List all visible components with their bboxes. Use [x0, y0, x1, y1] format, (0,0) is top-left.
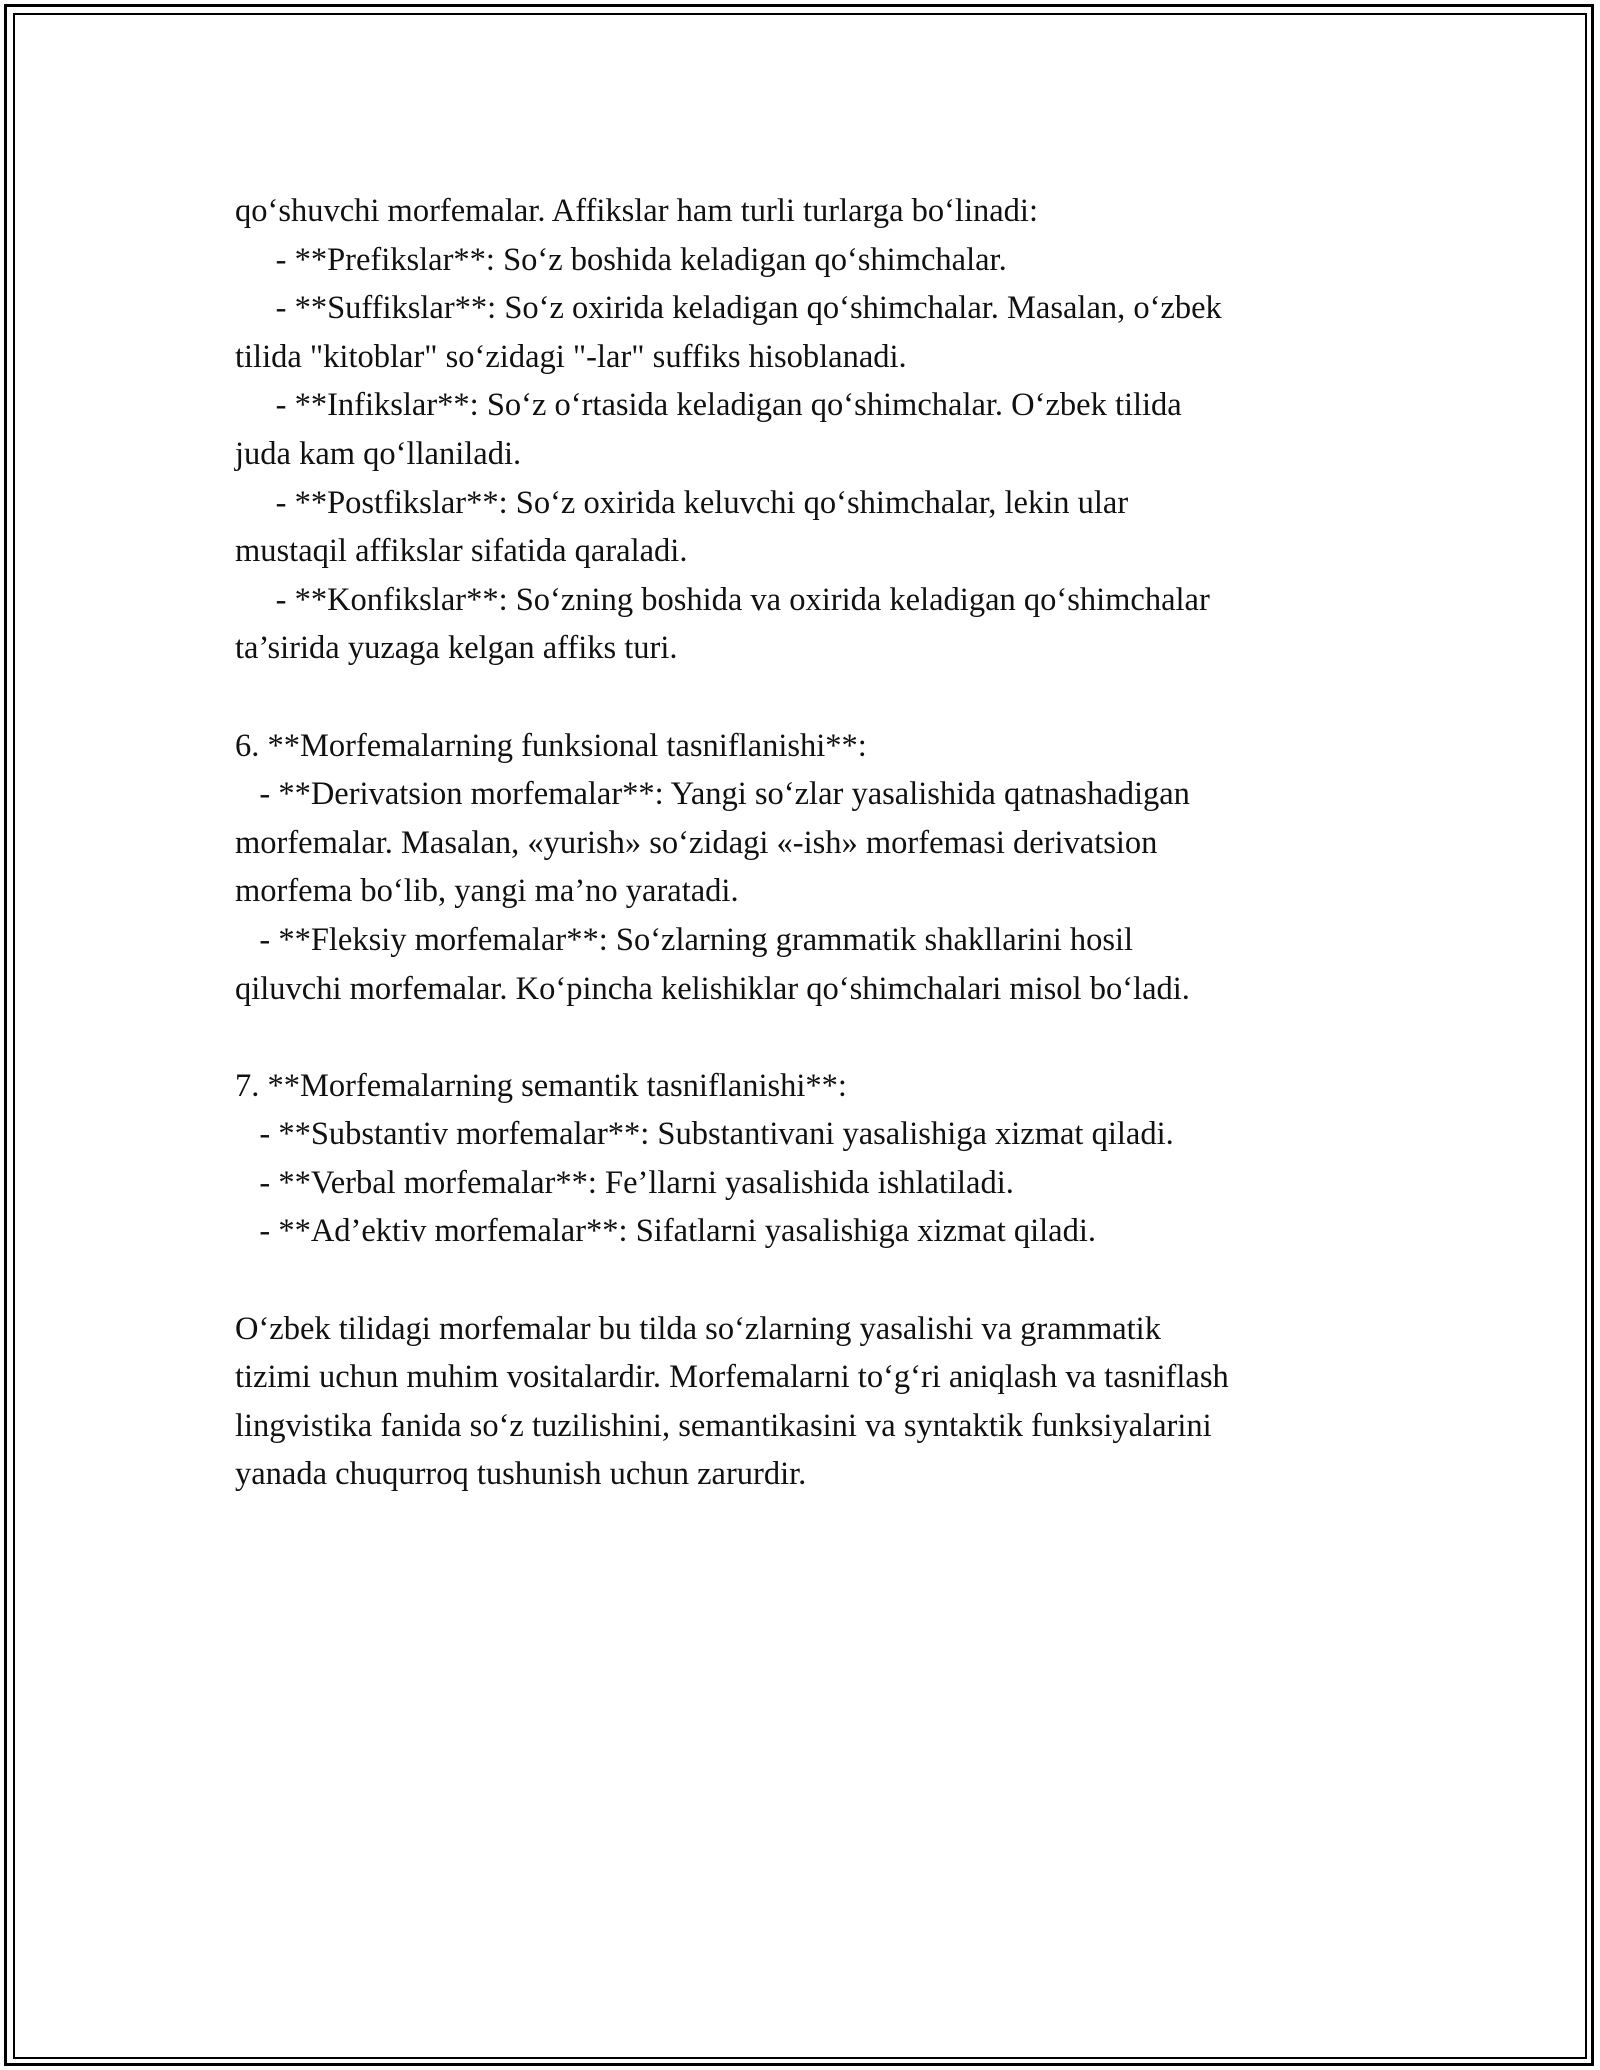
list-item-adektiv: - **Ad’ektiv morfemalar**: Sifatlarni yasalishiga xizmat qiladi.	[235, 1213, 1097, 1250]
text-line: tizimi uchun muhim vositalardir. Morfemalarni to‘g‘ri aniqlash va tasniflash	[235, 1359, 1229, 1396]
text-line: tilida "kitoblar" so‘zidagi "-lar" suffiks hisoblanadi.	[235, 338, 907, 375]
list-item-konfikslar: - **Konfikslar**: So‘zning boshida va oxirida keladigan qo‘shimchalar	[235, 581, 1210, 618]
text-line: lingvistika fanida so‘z tuzilishini, semantikasini va syntaktik funksiyalarini	[235, 1407, 1212, 1444]
list-item-fleksiy: - **Fleksiy morfemalar**: So‘zlarning grammatik shakllarini hosil	[235, 921, 1134, 958]
text-line: morfema bo‘lib, yangi ma’no yaratadi.	[235, 873, 739, 910]
blank-line	[235, 1013, 1385, 1062]
text-line: qiluvchi morfemalar. Ko‘pincha kelishiklar qo‘shimchalari misol bo‘ladi.	[235, 970, 1190, 1007]
conclusion-paragraph: O‘zbek tilidagi morfemalar bu tilda so‘zlarning yasalishi va grammatik	[235, 1310, 1161, 1347]
list-item-postfikslar: - **Postfikslar**: So‘z oxirida keluvchi qo‘shimchalar, lekin ular	[235, 484, 1129, 521]
text-line: qo‘shuvchi morfemalar. Affikslar ham turli turlarga bo‘linadi:	[235, 193, 1038, 229]
list-item-substantiv: - **Substantiv morfemalar**: Substantivani yasalishiga xizmat qiladi.	[235, 1116, 1174, 1153]
list-item-infikslar: - **Infikslar**: So‘z o‘rtasida keladigan qo‘shimchalar. O‘zbek tilida	[235, 387, 1182, 424]
text-line: yanada chuqurroq tushunish uchun zarurdir.	[235, 1456, 807, 1493]
document-body	[235, 187, 1385, 1499]
section-heading-6: 6. **Morfemalarning funksional tasniflanishi**:	[235, 727, 867, 764]
text-line: morfemalar. Masalan, «yurish» so‘zidagi «-ish» morfemasi derivatsion	[235, 824, 1158, 861]
list-item-verbal: - **Verbal morfemalar**: Fe’llarni yasalishida ishlatiladi.	[235, 1164, 1014, 1201]
section-heading-7: 7. **Morfemalarning semantik tasniflanishi**:	[235, 1067, 847, 1104]
text-line: ta’sirida yuzaga kelgan affiks turi.	[235, 630, 678, 667]
list-item-derivatsion: - **Derivatsion morfemalar**: Yangi so‘zlar yasalishida qatnashadigan	[235, 776, 1190, 813]
list-item-suffikslar: - **Suffikslar**: So‘z oxirida keladigan qo‘shimchalar. Masalan, o‘zbek	[235, 290, 1222, 327]
blank-line	[235, 673, 1385, 722]
list-item-prefikslar: - **Prefikslar**: So‘z boshida keladigan qo‘shimchalar.	[235, 241, 1007, 278]
text-line: mustaqil affikslar sifatida qaraladi.	[235, 533, 688, 570]
blank-line	[235, 1256, 1385, 1305]
text-line: juda kam qo‘llaniladi.	[235, 435, 522, 472]
